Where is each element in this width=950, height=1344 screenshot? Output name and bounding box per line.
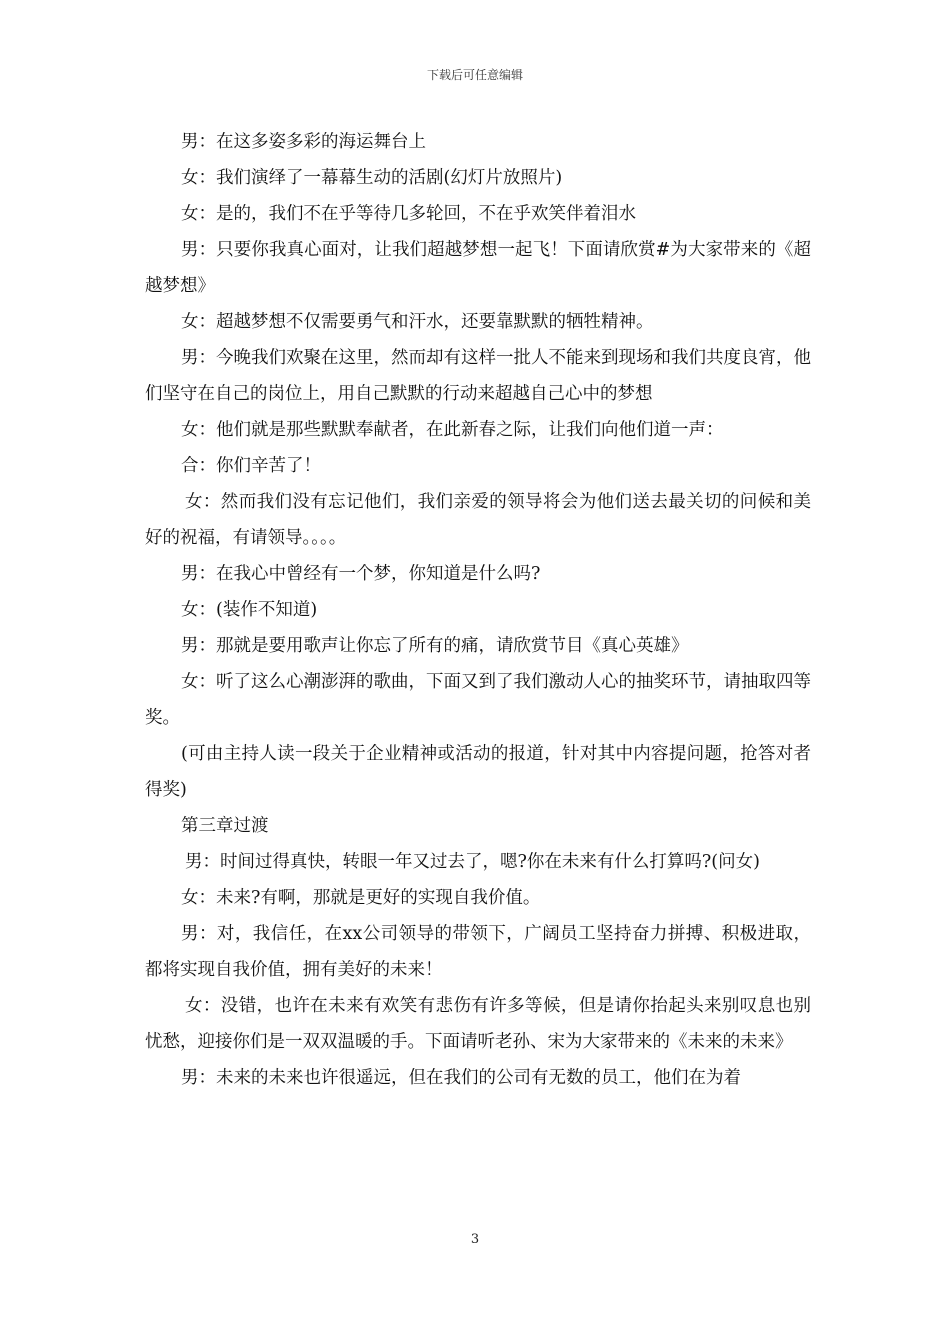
document-body (145, 124, 811, 1096)
paragraph: 男：只要你我真心面对，让我们超越梦想一起飞！下面请欣赏#为大家带来的《超越梦想》 (145, 240, 811, 296)
paragraph: 女：他们就是那些默默奉献者，在此新春之际，让我们向他们道一声： (181, 420, 724, 440)
paragraph: 男：在这多姿多彩的海运舞台上 (181, 132, 426, 152)
paragraph: 女：没错，也许在未来有欢笑有悲伤有许多等候，但是请你抬起头来别叹息也别忧愁，迎接你们是一双双温暖的手。下面请听老孙、宋为大家带来的《未来的未来》 (145, 996, 811, 1052)
paragraph: 男：在我心中曾经有一个梦，你知道是什么吗? (181, 564, 541, 584)
paragraph: (可由主持人读一段关于企业精神或活动的报道，针对其中内容提问题，抢答对者得奖) (145, 744, 811, 800)
paragraph: 男：那就是要用歌声让你忘了所有的痛，请欣赏节目《真心英雄》 (181, 636, 689, 656)
paragraph: 合：你们辛苦了！ (181, 456, 321, 476)
paragraph: 男：时间过得真快，转眼一年又过去了，嗯?你在未来有什么打算吗?(问女) (185, 852, 760, 872)
paragraph: 女：是的，我们不在乎等待几多轮回，不在乎欢笑伴着泪水 (181, 204, 636, 224)
paragraph: 女：我们演绎了一幕幕生动的活剧(幻灯片放照片) (181, 168, 563, 188)
paragraph: 男：今晚我们欢聚在这里，然而却有这样一批人不能来到现场和我们共度良宵，他们坚守在自己的岗位上，用自己默默的行动来超越自己心中的梦想 (145, 348, 811, 404)
paragraph: 女：然而我们没有忘记他们，我们亲爱的领导将会为他们送去最关切的问候和美好的祝福，有请领导。。。。 (145, 492, 811, 548)
page-header: 下载后可任意编辑 (426, 68, 523, 82)
paragraph: 女：听了这么心潮澎湃的歌曲，下面又到了我们激动人心的抽奖环节，请抽取四等奖。 (145, 672, 811, 728)
paragraph: 男：对，我信任，在xx公司领导的带领下，广阔员工坚持奋力拼搏、积极进取，都将实现自我价值，拥有美好的未来！ (145, 924, 811, 980)
paragraph: 女：(装作不知道) (181, 600, 318, 620)
page-number: 3 (470, 1232, 480, 1247)
paragraph: 男：未来的未来也许很遥远，但在我们的公司有无数的员工，他们在为着 (181, 1068, 741, 1088)
section-heading: 第三章过渡 (181, 816, 269, 836)
paragraph: 女：未来?有啊，那就是更好的实现自我价值。 (181, 888, 541, 908)
paragraph: 女：超越梦想不仅需要勇气和汗水，还要靠默默的牺牲精神。 (181, 312, 654, 332)
